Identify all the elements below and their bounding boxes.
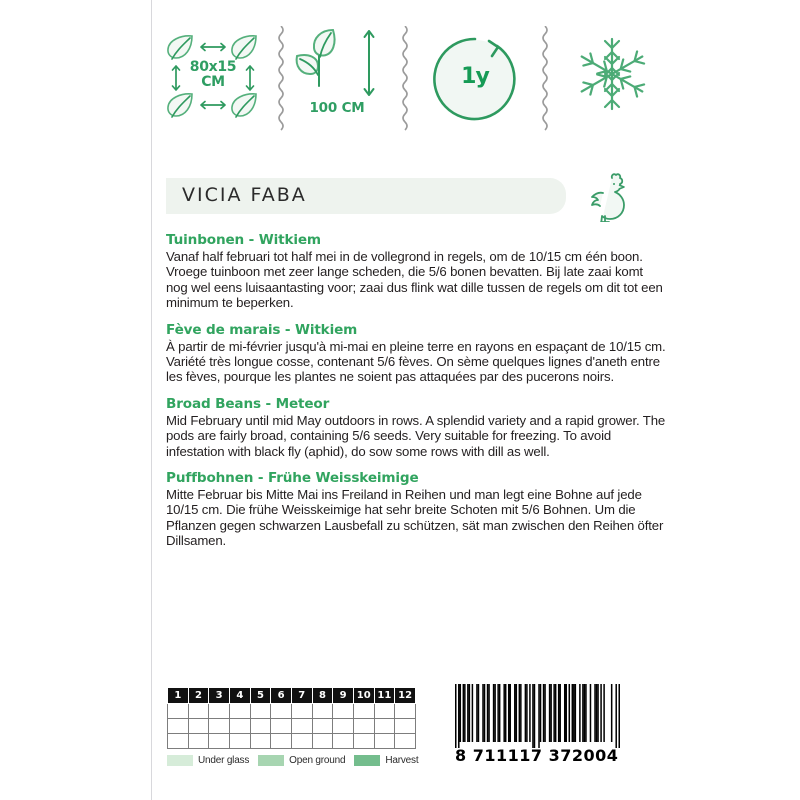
calendar-cell bbox=[374, 704, 395, 719]
sowing-calendar-table bbox=[167, 687, 416, 749]
leaf-icon bbox=[165, 92, 195, 118]
calendar-cell bbox=[250, 734, 271, 749]
calendar-cell bbox=[168, 704, 189, 719]
legend-label: Open ground bbox=[289, 754, 346, 766]
calendar-cell bbox=[271, 719, 292, 734]
calendar-cell bbox=[353, 719, 374, 734]
legend-label: Harvest bbox=[385, 754, 419, 766]
legend-item-harvest bbox=[354, 755, 418, 766]
spacing-unit: CM bbox=[201, 74, 225, 90]
calendar-cell bbox=[312, 719, 333, 734]
calendar-cell bbox=[209, 704, 230, 719]
barcode bbox=[455, 684, 620, 770]
squiggle-divider bbox=[398, 24, 412, 134]
calendar-cell bbox=[209, 734, 230, 749]
calendar-cell bbox=[353, 734, 374, 749]
calendar-cell bbox=[312, 704, 333, 719]
calendar-month-header: 8 bbox=[312, 688, 333, 704]
calendar-cell bbox=[333, 734, 354, 749]
description-block-fr bbox=[166, 322, 666, 385]
block-body: À partir de mi-février jusqu'à mi-mai en pleine terre en rayons en espaçant de 10/15 cm. Variété très longue cosse, contenant 5/6 fèves. On sème quelques lignes d'aneth entre les fèves, pourque les plantes ne soient pas attaquées par des pucerons noirs. bbox=[166, 338, 666, 385]
legend-label: Under glass bbox=[198, 754, 250, 766]
calendar-cell bbox=[374, 719, 395, 734]
calendar-cell bbox=[395, 734, 416, 749]
calendar-cell bbox=[188, 734, 209, 749]
snowflake-glyph bbox=[572, 34, 652, 114]
calendar-cell bbox=[168, 719, 189, 734]
barcode-number: 8 711117 372004 bbox=[455, 746, 619, 765]
calendar-month-header: 7 bbox=[291, 688, 312, 704]
block-title: Fève de marais - Witkiem bbox=[166, 321, 358, 338]
calendar-legend bbox=[167, 752, 427, 768]
calendar-cell bbox=[291, 734, 312, 749]
snowflake-icon bbox=[552, 24, 672, 114]
calendar-header-row bbox=[168, 688, 416, 704]
calendar-cell bbox=[250, 719, 271, 734]
calendar-cell bbox=[229, 719, 250, 734]
description-block-nl bbox=[166, 232, 666, 311]
calendar-month-header: 11 bbox=[374, 688, 395, 704]
plant-spacing-label bbox=[163, 60, 263, 90]
calendar-row-harvest bbox=[168, 734, 416, 749]
block-title: Puffbohnen - Frühe Weisskeimige bbox=[166, 470, 419, 487]
life-cycle-label: 1y bbox=[461, 64, 489, 89]
calendar-cell bbox=[229, 704, 250, 719]
calendar-month-header: 4 bbox=[229, 688, 250, 704]
calendar-cell bbox=[395, 704, 416, 719]
calendar-cell bbox=[333, 719, 354, 734]
horizontal-arrow-icon bbox=[197, 40, 229, 54]
block-body: Mitte Februar bis Mitte Mai ins Freiland in Reihen und man legt eine Bohne auf jede 10/15 cm. Die frühe Weisskeimige hat sehr breite Schoten mit 5/6 Bohnen. Um die Pflanzen gegen schwarzen Lausbefall zu schützen, sät man zwischen den Reihen öfter Dillsamen. bbox=[166, 487, 664, 549]
legend-item-under-glass bbox=[167, 755, 249, 766]
calendar-cell bbox=[333, 704, 354, 719]
leaf-icon bbox=[229, 92, 259, 118]
plant-height-label: 100 CM bbox=[309, 100, 365, 116]
calendar-cell bbox=[209, 719, 230, 734]
block-body: Mid February until mid May outdoors in rows. A splendid variety and a rapid grower. The pods are fairly broad, containing 5/6 seeds. Very suitable for freezing. To avoid infestation with black fly (aphid), do sow some rows with dill as well. bbox=[166, 412, 666, 459]
vertical-measure-arrow-icon bbox=[361, 28, 377, 98]
seed-packet-back bbox=[152, 0, 800, 800]
legend-swatch bbox=[354, 755, 380, 766]
calendar-cell bbox=[188, 704, 209, 719]
latin-name-label: VICIA FABA bbox=[182, 184, 307, 206]
calendar-cell bbox=[291, 719, 312, 734]
squiggle-divider bbox=[538, 24, 552, 134]
plant-spacing-icon bbox=[152, 24, 274, 128]
plant-height-icon bbox=[288, 24, 398, 120]
legend-swatch bbox=[258, 755, 284, 766]
sowing-calendar bbox=[167, 687, 417, 749]
calendar-month-header: 2 bbox=[188, 688, 209, 704]
description-block-de bbox=[166, 470, 666, 549]
calendar-cell bbox=[250, 704, 271, 719]
description-block-en bbox=[166, 396, 666, 459]
seedling-icon bbox=[293, 26, 361, 100]
calendar-month-header: 3 bbox=[209, 688, 230, 704]
calendar-month-header: 9 bbox=[333, 688, 354, 704]
calendar-row-open-ground bbox=[168, 719, 416, 734]
calendar-cell bbox=[229, 734, 250, 749]
leaf-icon bbox=[165, 34, 195, 60]
block-body: Vanaf half februari tot half mei in de vollegrond in regels, om de 10/15 cm één boon. Vroege tuinboon met zeer lange scheden, die 5/6 bonen bevatten. Bij late zaai komt nog wel eens luisaantasting voor; zaai dus flink wat dille tussen de regels om dit tot een minimum te beperken. bbox=[166, 249, 663, 311]
leaf-icon bbox=[229, 34, 259, 60]
growing-info-icon-strip bbox=[152, 24, 682, 144]
calendar-month-header: 1 bbox=[168, 688, 189, 704]
barcode-bars bbox=[455, 684, 620, 748]
description-blocks bbox=[166, 232, 666, 560]
horizontal-arrow-icon bbox=[197, 98, 229, 112]
block-title: Tuinbonen - Witkiem bbox=[166, 232, 321, 248]
squiggle-divider bbox=[274, 24, 288, 134]
calendar-cell bbox=[168, 734, 189, 749]
calendar-month-header: 12 bbox=[395, 688, 416, 704]
life-cycle-icon bbox=[412, 24, 538, 130]
calendar-cell bbox=[291, 704, 312, 719]
calendar-cell bbox=[312, 734, 333, 749]
calendar-month-header: 5 bbox=[250, 688, 271, 704]
calendar-cell bbox=[395, 719, 416, 734]
calendar-cell bbox=[374, 734, 395, 749]
calendar-cell bbox=[271, 704, 292, 719]
block-title: Broad Beans - Meteor bbox=[166, 395, 330, 412]
legend-swatch bbox=[167, 755, 193, 766]
calendar-row-under-glass bbox=[168, 704, 416, 719]
calendar-cell bbox=[353, 704, 374, 719]
spacing-value: 80x15 bbox=[189, 59, 237, 75]
calendar-month-header: 6 bbox=[271, 688, 292, 704]
calendar-cell bbox=[271, 734, 292, 749]
legend-item-open-ground bbox=[258, 755, 345, 766]
calendar-month-header: 10 bbox=[353, 688, 374, 704]
calendar-cell bbox=[188, 719, 209, 734]
rooster-logo-icon bbox=[586, 172, 632, 222]
latin-name-row bbox=[166, 178, 786, 222]
